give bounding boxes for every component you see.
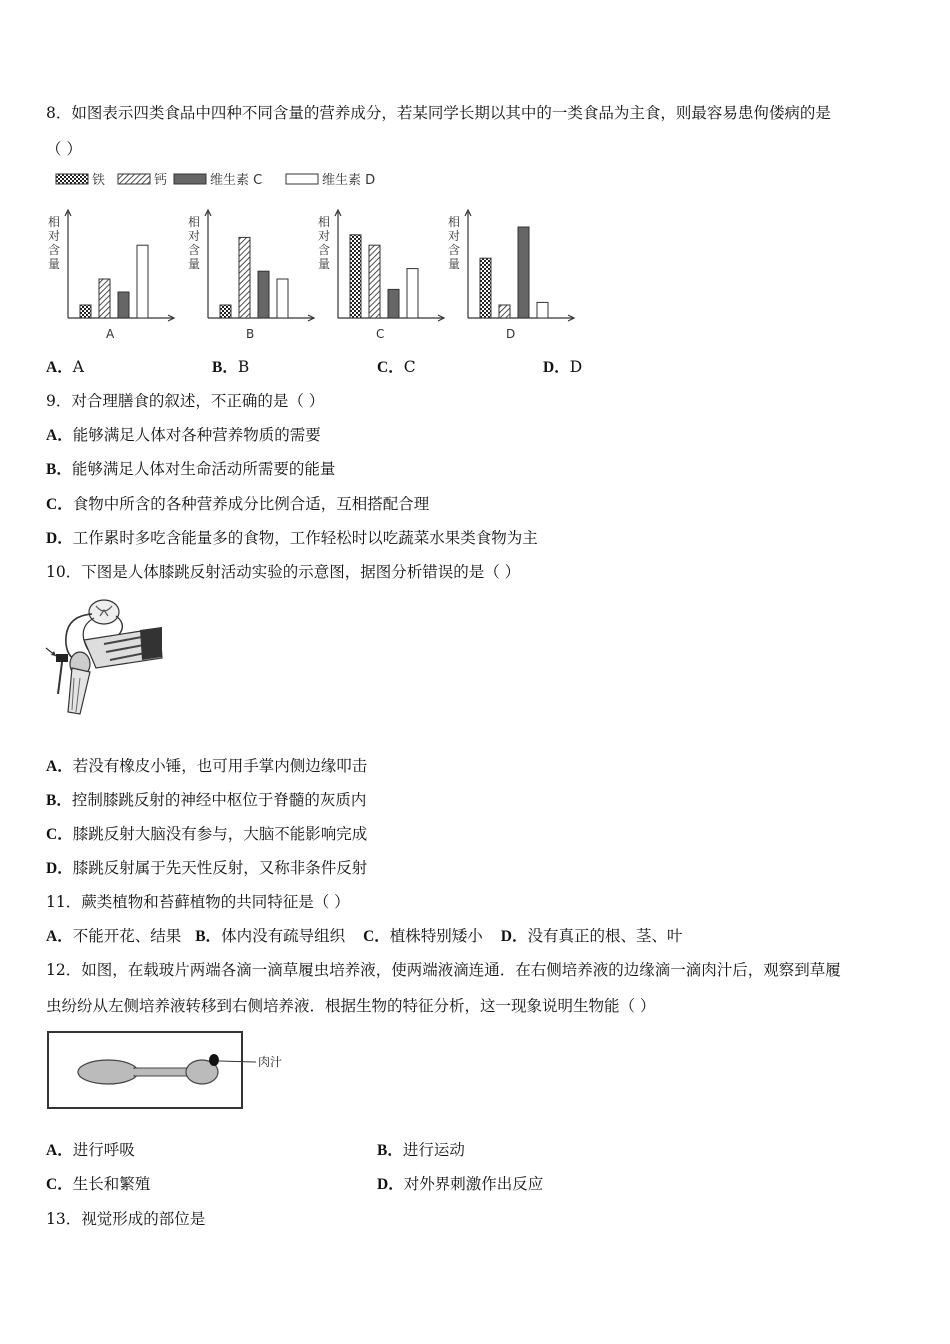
q12-option-a: A．进行呼吸 xyxy=(46,1141,135,1159)
bar-a-0 xyxy=(80,305,91,318)
bar-d-0 xyxy=(480,258,491,318)
y-axis-label-char: 量 xyxy=(48,257,61,271)
chart-panel-d xyxy=(448,210,574,341)
y-axis-label-char: 相 xyxy=(448,215,461,229)
q8-option-a: A．A xyxy=(46,358,84,376)
q12-option-c: C．生长和繁殖 xyxy=(46,1175,151,1193)
y-axis-label-char: 相 xyxy=(188,215,201,229)
bar-a-1 xyxy=(99,279,110,318)
bar-a-3 xyxy=(137,245,148,318)
q12-option-d: D．对外界刺激作出反应 xyxy=(377,1175,544,1193)
y-axis-label-char: 含 xyxy=(318,243,331,257)
chart-panel-b xyxy=(188,210,314,341)
y-axis-label-char: 相 xyxy=(48,215,61,229)
q8-stem-line1: 8．如图表示四类食品中四种不同含量的营养成分，若某同学长期以其中的一类食品为主食，则最容易患佝偻病的是 xyxy=(46,104,831,122)
bar-d-3 xyxy=(537,302,548,318)
q9-option-a: A．能够满足人体对各种营养物质的需要 xyxy=(46,426,321,444)
y-axis-label-char: 对 xyxy=(448,229,461,243)
meat-juice-label: 肉汁 xyxy=(258,1055,283,1069)
legend-label: 维生素 D xyxy=(322,173,376,188)
q12-stem-line1: 12．如图，在载玻片两端各滴一滴草履虫培养液，使两端液滴连通．在右侧培养液的边缘滴一滴肉汁后，观察到草履 xyxy=(46,961,841,979)
panel-label: C xyxy=(376,327,385,341)
y-axis-label-char: 相 xyxy=(318,215,331,229)
bar-a-2 xyxy=(118,292,129,318)
q8-option-b: B．B xyxy=(212,358,250,376)
bar-d-2 xyxy=(518,227,529,318)
q9-option-b: B．能够满足人体对生命活动所需要的能量 xyxy=(46,460,336,478)
bar-b-3 xyxy=(277,279,288,318)
legend-swatch xyxy=(118,174,150,184)
q12-option-b: B．进行运动 xyxy=(377,1141,465,1159)
q10-option-d: D．膝跳反射属于先天性反射，又称非条件反射 xyxy=(46,859,368,877)
y-axis-label-char: 量 xyxy=(318,257,331,271)
q9-option-d: D．工作累时多吃含能量多的食物，工作轻松时以吃蔬菜水果类食物为主 xyxy=(46,529,538,547)
q8-option-c: C．C xyxy=(377,358,416,376)
y-axis-label-char: 量 xyxy=(188,257,201,271)
legend-swatch xyxy=(174,174,206,184)
legend-swatch xyxy=(286,174,318,184)
panel-label: A xyxy=(106,327,115,341)
legend-label: 铁 xyxy=(92,173,106,188)
q10-stem: 10．下图是人体膝跳反射活动实验的示意图，据图分析错误的是（ ） xyxy=(46,563,521,581)
q8-stem-line2: （ ） xyxy=(46,140,82,158)
y-axis-label-char: 量 xyxy=(448,257,461,271)
bar-c-1 xyxy=(369,245,380,318)
y-axis-label-char: 含 xyxy=(48,243,61,257)
panel-label: B xyxy=(246,327,255,341)
y-axis-label-char: 对 xyxy=(188,229,201,243)
chart-panels xyxy=(48,210,574,341)
q12-stem-line2: 虫纷纷从左侧培养液转移到右侧培养液．根据生物的特征分析，这一现象说明生物能（ ） xyxy=(46,997,656,1015)
panel-label: D xyxy=(506,327,516,341)
q11-options: A．不能开花、结果 B．体内没有疏导组织 C．植株特别矮小 D．没有真正的根、茎、叶 xyxy=(46,927,683,945)
bar-b-0 xyxy=(220,305,231,318)
bar-c-2 xyxy=(388,289,399,318)
q10-option-b: B．控制膝跳反射的神经中枢位于脊髓的灰质内 xyxy=(46,791,367,809)
q8-option-d: D．D xyxy=(543,358,583,376)
bar-d-1 xyxy=(499,305,510,318)
legend-label: 钙 xyxy=(154,173,168,188)
chart-panel-a xyxy=(48,210,174,341)
y-axis-label-char: 对 xyxy=(48,229,61,243)
q9-option-c: C．食物中所含的各种营养成分比例合适，互相搭配合理 xyxy=(46,495,430,513)
knee-reflex-figure xyxy=(44,594,164,720)
nutrient-bar-charts xyxy=(46,166,606,346)
q9-stem: 9．对合理膳食的叙述，不正确的是（ ） xyxy=(46,392,325,410)
chart-panel-c xyxy=(318,210,444,341)
bar-b-1 xyxy=(239,237,250,318)
y-axis-label-char: 对 xyxy=(318,229,331,243)
q10-option-c: C．膝跳反射大脑没有参与，大脑不能影响完成 xyxy=(46,825,368,843)
q11-stem: 11．蕨类植物和苔藓植物的共同特征是（ ） xyxy=(46,893,350,911)
legend-label: 维生素 C xyxy=(210,173,263,188)
legend-swatch xyxy=(56,174,88,184)
bar-b-2 xyxy=(258,271,269,318)
q10-option-a: A．若没有橡皮小锤，也可用手掌内侧边缘叩击 xyxy=(46,757,368,775)
bar-c-0 xyxy=(350,235,361,318)
paramecium-slide-figure xyxy=(46,1028,296,1112)
y-axis-label-char: 含 xyxy=(188,243,201,257)
chart-legend xyxy=(56,172,375,188)
y-axis-label-char: 含 xyxy=(448,243,461,257)
q13-stem: 13．视觉形成的部位是 xyxy=(46,1210,206,1228)
bar-c-3 xyxy=(407,269,418,318)
